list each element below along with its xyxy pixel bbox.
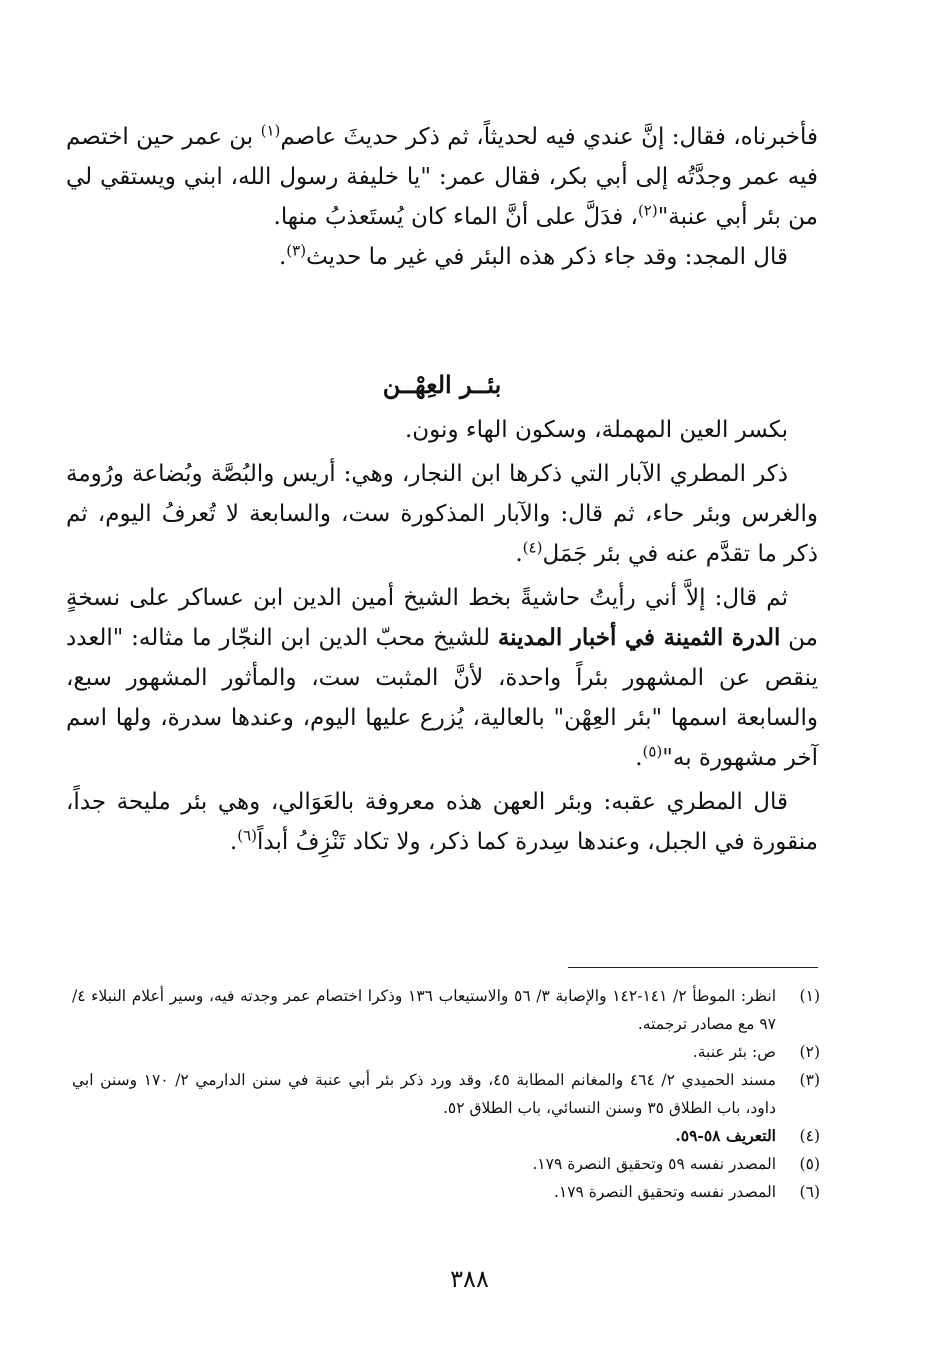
footnote-ref: (٦) bbox=[237, 826, 258, 845]
paragraph bbox=[66, 117, 818, 237]
footnote-text: المصدر نفسه ٥٩ وتحقيق النصرة ١٧٩. bbox=[532, 1155, 776, 1173]
paragraph-text: بن عمر حين اختصم فيه عمر وجدَّتُه إلى أبي بكر، فقال عمر: "يا خليفة رسول الله، ابني ويستقي لي من بئر أبي عنبة" bbox=[66, 124, 818, 230]
paragraph-text: ، فدَلَّ على أنَّ الماء كان يُستَعذبُ منها. bbox=[273, 204, 638, 230]
paragraph-text: للشيخ محبّ الدين ابن النجّار ما مثاله: "العدد ينقص عن المشهور بئراً واحدة، لأنَّ المثبت ست، والمأثور المشهور سبع، والسابعة اسمها "بئر العِهْن" بالعالية، يُزرع عليها اليوم، وعندها سدرة، ولها اسم آخر مشهورة به" bbox=[66, 625, 818, 771]
footnote-ref: (٣) bbox=[286, 241, 307, 260]
footnote-text: التعريف ٥٨-٥٩. bbox=[675, 1126, 776, 1145]
paragraph-text: قال المطري عقبه: وبئر العهن هذه معروفة بالعَوَالي، وهي بئر مليحة جداً، منقورة في الجبل، وعندها سِدرة كما ذكر، ولا تكاد تَنْزِفُ أبداً bbox=[66, 789, 818, 855]
footnote-ref: (٥) bbox=[642, 742, 663, 761]
footnote bbox=[72, 1122, 820, 1150]
footnote-number: (٣) bbox=[799, 1071, 820, 1089]
paragraph-text: . bbox=[278, 244, 287, 270]
paragraph-text: فأخبرناه، فقال: إنَّ عندي فيه لحديثاً، ثم ذكر حديثَ عاصم bbox=[280, 124, 818, 150]
footnote bbox=[72, 1038, 820, 1066]
footnote-text: مسند الحميدي ٢/ ٤٦٤ والمغانم المطابة ٤٥، وقد ورد ذكر بئر أبي عنبة في سنن الدارمي ٢/ ١٧٠ وسنن ابي داود، باب الطلاق ٣٥ وسنن النسائي، باب الطلاق ٥٢. bbox=[72, 1071, 776, 1117]
footnote-number: (٢) bbox=[799, 1043, 820, 1061]
footnote-number: (٥) bbox=[799, 1155, 820, 1173]
footnote-number: (١) bbox=[799, 987, 820, 1005]
footnote-ref: (١) bbox=[260, 121, 281, 140]
footnotes bbox=[72, 982, 820, 1206]
paragraph-text: ثم قال: إلاَّ أني رأيتُ حاشيةً بخط الشيخ أمين الدين ابن عساكر على نسخةٍ من bbox=[66, 585, 818, 651]
text-block-top bbox=[66, 117, 818, 277]
text-block-main bbox=[66, 410, 818, 862]
paragraph bbox=[66, 782, 818, 862]
footnote-number: (٦) bbox=[799, 1183, 820, 1201]
footnote-ref: (٤) bbox=[522, 538, 543, 557]
paragraph: بكسر العين المهملة، وسكون الهاء ونون. bbox=[404, 417, 788, 443]
paragraph bbox=[66, 578, 818, 778]
footnote-text: انظر: الموطأ ٢/ ١٤١-١٤٢ والإصابة ٣/ ٥٦ والاستيعاب ١٣٦ وذكرا اختصام عمر وجدته فيه، وسير أعلام النبلاء ٤/ ٩٧ مع مصادر ترجمته. bbox=[72, 987, 776, 1033]
paragraph-text: . bbox=[229, 829, 238, 855]
footnote bbox=[72, 1150, 820, 1178]
footnote-ref: (٢) bbox=[637, 201, 658, 220]
footnote-text: المصدر نفسه وتحقيق النصرة ١٧٩. bbox=[553, 1183, 776, 1201]
footnote bbox=[72, 982, 820, 1038]
footnote bbox=[72, 1178, 820, 1206]
footnote-text: ص: بئر عنبة. bbox=[692, 1043, 776, 1061]
book-title-text: الدرة الثمينة في أخبار المدينة bbox=[497, 624, 781, 651]
section-title: بئــر العِهْــن bbox=[382, 370, 502, 399]
page-number: ٣٨٨ bbox=[450, 1265, 489, 1293]
paragraph-text: ذكر المطري الآبار التي ذكرها ابن النجار، وهي: أريس والبُصَّة وبُضاعة ورُومة والغرس وبئر حاء، ثم قال: والآبار المذكورة ست، والسابعة لا تُعرفُ اليوم، ثم ذكر ما تقدَّم عنه في بئر جَمَل bbox=[66, 461, 818, 567]
footnote-number: (٤) bbox=[799, 1127, 820, 1145]
paragraph-text: قال المجد: وقد جاء ذكر هذه البئر في غير ما حديث bbox=[306, 244, 788, 270]
footnote bbox=[72, 1066, 820, 1122]
paragraph-text: . bbox=[635, 745, 643, 771]
paragraph-text: . bbox=[515, 541, 523, 567]
footnote-divider bbox=[568, 967, 818, 968]
paragraph bbox=[66, 454, 818, 574]
paragraph bbox=[66, 237, 818, 277]
